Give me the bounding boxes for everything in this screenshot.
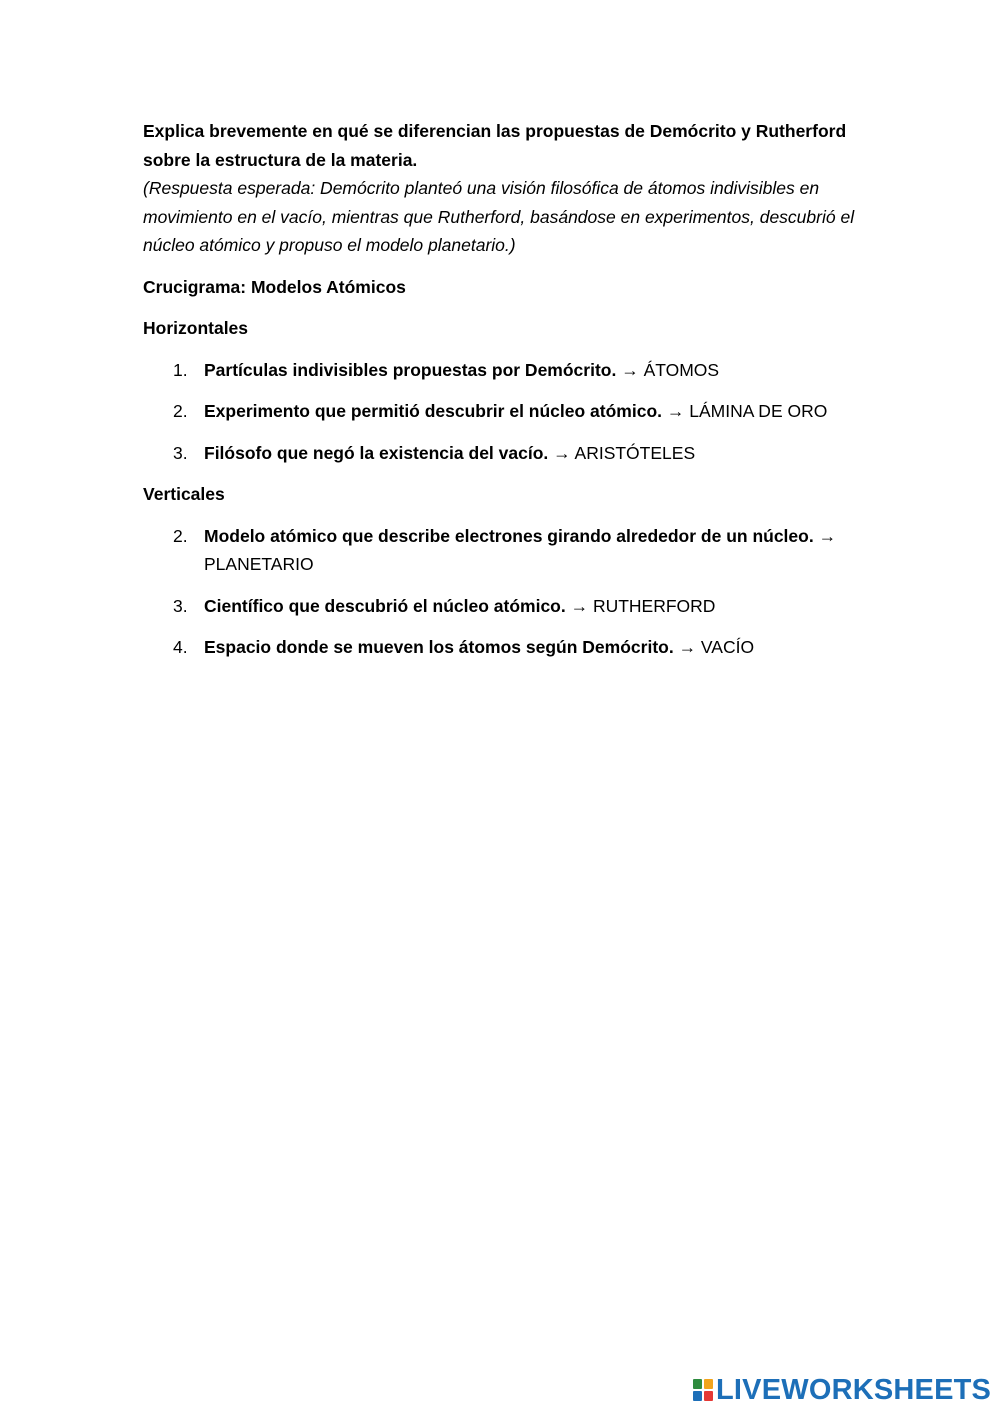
clue-answer: → ÁTOMOS	[616, 359, 720, 380]
clue-answer: → LÁMINA DE ORO	[662, 401, 828, 421]
logo-square-orange	[704, 1379, 713, 1389]
liveworksheets-logo-icon	[693, 1379, 713, 1401]
clue-number: 2.	[173, 525, 188, 546]
question-prompt: Explica brevemente en qué se diferencian las propuestas de Demócrito y Rutherford sobre la estructura de la materia.	[143, 121, 847, 170]
clue-number: 3.	[173, 595, 188, 616]
clue-answer: → VACÍO	[673, 637, 755, 657]
clue-item	[143, 592, 863, 621]
logo-square-blue	[693, 1391, 702, 1401]
clue-text: Científico que descubrió el núcleo atómico.	[204, 595, 566, 616]
clue-answer: → PLANETARIO	[204, 525, 837, 574]
clue-item	[143, 633, 863, 662]
clue-item	[143, 356, 863, 385]
logo-text: LIVEWORKSHEETS	[716, 1374, 992, 1406]
clue-item	[143, 397, 863, 426]
clue-number: 1.	[173, 359, 188, 380]
clue-number: 4.	[173, 637, 188, 657]
vertical-clue-list	[143, 522, 863, 662]
logo-square-red	[704, 1391, 713, 1401]
logo-square-green	[693, 1379, 702, 1389]
clue-number: 2.	[173, 401, 188, 421]
horizontal-heading: Horizontales	[143, 318, 249, 338]
clue-answer: → RUTHERFORD	[565, 595, 716, 616]
horizontal-clue-list	[143, 356, 863, 468]
clue-text: Espacio donde se mueven los átomos según Demócrito.	[204, 637, 674, 657]
clue-answer: → ARISTÓTELES	[548, 442, 696, 463]
clue-text: Experimento que permitió descubrir el núcleo atómico.	[204, 401, 663, 421]
clue-item	[143, 439, 863, 468]
clue-item	[143, 522, 863, 579]
worksheet-content	[143, 117, 863, 675]
vertical-heading: Verticales	[143, 484, 225, 504]
liveworksheets-logo[interactable]	[693, 1376, 991, 1404]
clue-text: Partículas indivisibles propuestas por Demócrito.	[204, 359, 617, 380]
clue-text: Filósofo que negó la existencia del vacío.	[204, 442, 549, 463]
expected-answer: (Respuesta esperada: Demócrito planteó una visión filosófica de átomos indivisibles en movimiento en el vacío, mientras que Rutherford, basándose en experimentos, descubrió el núcleo atómico y propuso el modelo planetario.)	[143, 178, 855, 255]
clue-number: 3.	[173, 442, 188, 463]
crossword-title: Crucigrama: Modelos Atómicos	[143, 276, 406, 297]
clue-text: Modelo atómico que describe electrones girando alrededor de un núcleo.	[204, 525, 814, 546]
